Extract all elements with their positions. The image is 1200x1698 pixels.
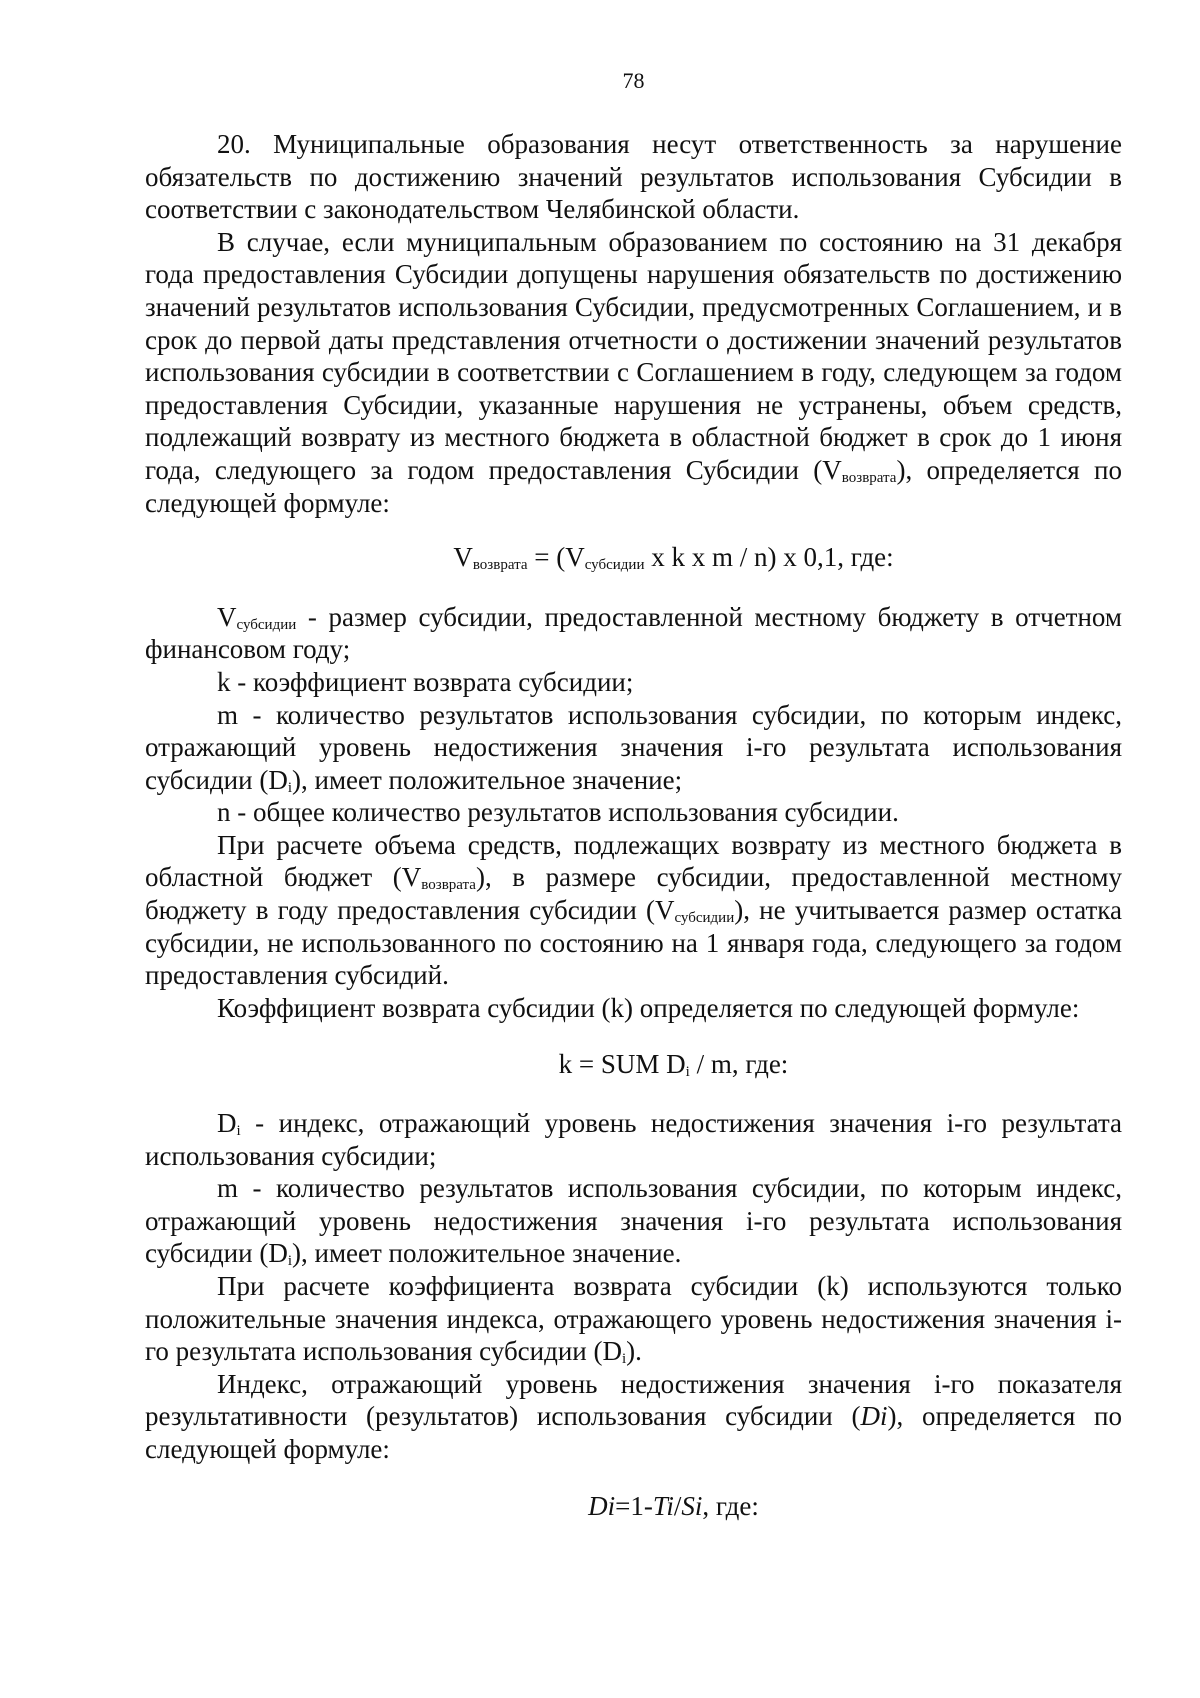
paragraph-violation-case: В случае, если муниципальным образованием по состоянию на 31 декабря года предоставления Субсидии допущены нарушения обязательств по достижению значений результатов использования Субсидии, предусмотренных Соглашением, и в срок до первой даты представления отчетности о достижении значений результатов использования субсидии в соответствии с Соглашением в году, следующем за годом предоставления Субсидии, указанные нарушения не устранены, объем средств, подлежащий возврату из местного бюджета в областной бюджет в срок до 1 июня года, следующего за годом предоставления Субсидии $(V_{возврата})$, определяется по следующей формуле: <box>145 226 1122 518</box>
paragraph-responsibility: 20. Муниципальные образования несут ответственность за нарушение обязательств по достижению значений результатов использования Субсидии в соответствии с законодательством Челябинской области. <box>145 129 1122 225</box>
paragraph-coefficient-intro: Коэффициент возврата субсидии (k) определяется по следующей формуле: <box>217 992 1080 1023</box>
paragraph-calculation-note: При расчете объема средств, подлежащих возврату из местного бюджета в областной бюджет $(V_{возврата})$, в размере субсидии, предоставленной местному бюджету в году предоставления субсидии $(V_{субсидии})$, не учитывается размер остатка субсидии, не использованного по состоянию на 1 января года, следующего за годом предоставления субсидий. <box>145 829 1122 991</box>
definition-n: n - общее количество результатов использования субсидии. <box>217 797 899 828</box>
definition-di: $D_i$ - индекс, отражающий уровень недостижения значения i-го результата использования субсидии; <box>145 1108 1122 1171</box>
formula-return-volume: $V_{возврата} = (V_{субсидии}$ x k x m / n) x 0,1, где: <box>453 542 894 574</box>
formula-index: Di=1-Ti/Si, где: <box>588 1490 759 1521</box>
definition-m: m - количество результатов использования субсидии, по которым индекс, отражающий уровень недостижения значения i-го результата использования субсидии $(D_i)$, имеет положительное значение; <box>145 699 1122 796</box>
paragraph-positive-values: При расчете коэффициента возврата субсидии (k) используются только положительные значения индекса, отражающего уровень недостижения значения i-го результата использования субсидии $(D_i)$. <box>145 1271 1122 1368</box>
page-number: 78 <box>622 68 645 93</box>
paragraph-index-intro: Индекс, отражающий уровень недостижения значения i-го показателя результативности (результатов) использования субсидии (Di), определяется по следующей формуле: <box>145 1368 1122 1464</box>
definition-k: k - коэффициент возврата субсидии; <box>217 666 634 697</box>
definition-m-2: m - количество результатов использования субсидии, по которым индекс, отражающий уровень недостижения значения i-го результата использования субсидии $(D_i)$, имеет положительное значение. <box>145 1173 1122 1270</box>
definition-v-subsidy: $V_{субсидии}$ - размер субсидии, предоставленной местному бюджету в отчетном финансовом году; <box>145 601 1122 665</box>
document-body <box>145 128 1122 1522</box>
formula-coefficient: k = SUM $D_i$ / m, где: <box>558 1049 789 1081</box>
